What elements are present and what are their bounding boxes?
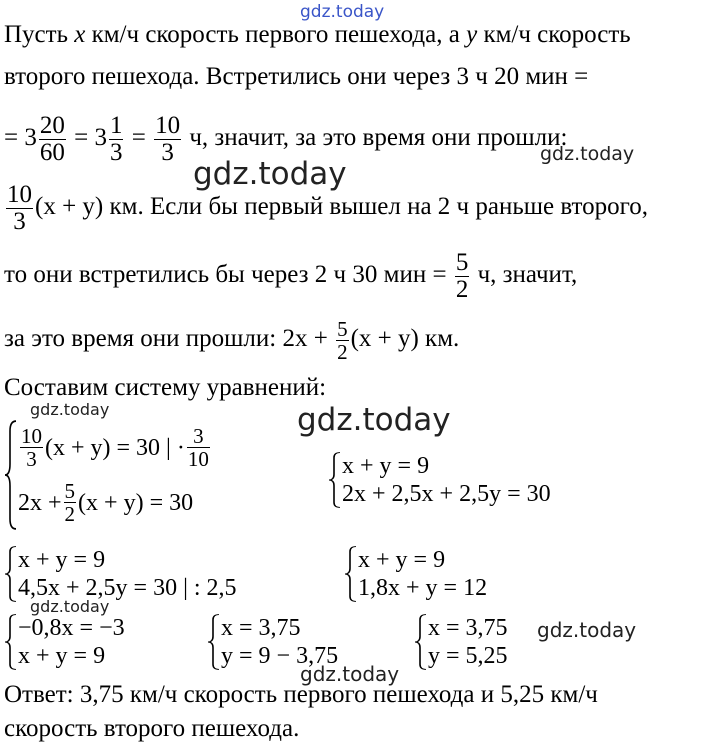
equation-system-4 [344, 546, 487, 602]
equation-row: $\frac{10}{3}$ (x + y) = 30 | · $\frac{3}{10}$ [21, 424, 209, 471]
equation-system-3 [4, 546, 237, 602]
watermark: gdz.today [540, 143, 635, 165]
equation-row: x + y = 9 [342, 453, 430, 479]
equation-system-6 [207, 614, 338, 670]
equation-row: x + y = 9 [18, 547, 106, 573]
brace-icon [207, 614, 221, 670]
brace-icon [4, 614, 18, 670]
equation-system-7 [414, 614, 508, 670]
equation-system-2 [328, 452, 551, 508]
brace-icon [414, 614, 428, 670]
fraction: $\frac{10}{3}$ [7, 181, 32, 235]
equation-row: x + y = 9 [358, 547, 446, 573]
fraction: $\frac{5}{2}$ [455, 249, 469, 303]
equation-row: x = 3,75 [428, 615, 508, 641]
text-line-2: второго пешехода. Встретились они через 3 ч 20 мин = [4, 63, 589, 90]
equation-row: 1,8x + y = 12 [358, 575, 488, 601]
text-line-6: за это время они прошли: 2x + $\frac{5}{2}$ (x + y) км. [4, 317, 460, 364]
watermark: gdz.today [30, 597, 110, 616]
brace-icon [4, 420, 18, 530]
equation-row: 4,5x + 2,5y = 30 | : 2,5 [18, 575, 237, 601]
brace-icon [344, 546, 358, 602]
equation-row: 2x + $\frac{5}{2}$ (x + y) = 30 [18, 479, 194, 526]
fraction: $\frac{10}{3}$ [155, 112, 181, 166]
equation-row: x + y = 9 [18, 643, 106, 669]
equation-row: −0,8x = −3 [18, 615, 125, 641]
text-line-3: = 3 $\frac{20}{60}$ = 3 $\frac{1}{3}$ = $\frac{10}{3}$ ч, значит, за это время они прошли: [4, 112, 568, 166]
equation-row: 2x + 2,5x + 2,5y = 30 [342, 481, 551, 507]
watermark-top: gdz.today [300, 2, 385, 22]
fraction: $\frac{20}{60}$ [39, 112, 65, 166]
text-line-5: то они встретились бы через 2 ч 30 мин = $\frac{5}{2}$ ч, значит, [4, 249, 578, 303]
answer-line-1: Ответ: 3,75 км/ч скорость первого пешехода и 5,25 км/ч [4, 681, 598, 708]
equation-system-1 [4, 420, 212, 530]
watermark: gdz.today [537, 618, 637, 642]
watermark: gdz.today [30, 400, 110, 419]
brace-icon [4, 546, 18, 602]
fraction: $\frac{1}{3}$ [109, 112, 123, 166]
equation-row: y = 9 − 3,75 [221, 643, 339, 669]
text-line-4: $\frac{10}{3}$ (x + y) км. Если бы первый вышел на 2 ч раньше второго, [7, 181, 649, 235]
equation-row: x = 3,75 [221, 615, 301, 641]
watermark: gdz.today [193, 156, 347, 192]
equation-row: y = 5,25 [428, 643, 508, 669]
brace-icon [328, 452, 342, 508]
text-line-7: Составим систему уравнений: [4, 374, 327, 401]
answer-line-2: скорость второго пешехода. [4, 715, 300, 742]
equation-system-5 [4, 614, 125, 670]
fraction: $\frac{5}{2}$ [337, 317, 348, 364]
watermark: gdz.today [297, 402, 451, 438]
watermark: gdz.today [300, 662, 400, 686]
text-line-1: Пусть x км/ч скорость первого пешехода, а y км/ч скорость [4, 21, 631, 48]
